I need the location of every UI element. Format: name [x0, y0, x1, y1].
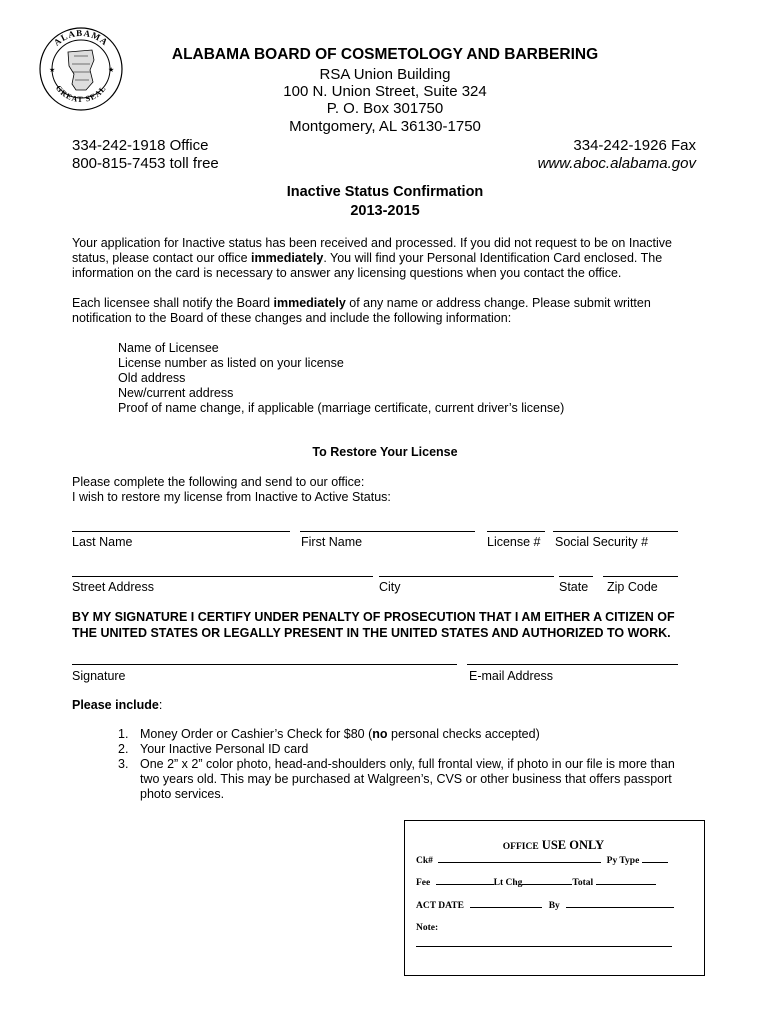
- address-line-2: 100 N. Union Street, Suite 324: [283, 83, 487, 100]
- state-label: State: [559, 580, 589, 594]
- last-name-label: Last Name: [72, 535, 133, 549]
- fee-row: Fee Lt Chg Total: [416, 878, 682, 888]
- total-field[interactable]: [596, 884, 656, 885]
- note-field[interactable]: [416, 946, 672, 947]
- fee-field[interactable]: [436, 884, 494, 885]
- seal-top-text: ALABAMA: [51, 27, 111, 48]
- city-field[interactable]: [379, 576, 554, 577]
- include-item-payment: Money Order or Cashier’s Check for $80 (no personal checks accepted): [140, 727, 540, 741]
- include-item-id-card: Your Inactive Personal ID card: [140, 742, 309, 756]
- state-field[interactable]: [559, 576, 593, 577]
- address-line-4: Montgomery, AL 36130-1750: [289, 118, 481, 135]
- please-include-heading: Please include:: [72, 698, 163, 712]
- fax-number: 334-242-1926 Fax: [573, 137, 696, 154]
- list-item: Old address: [118, 371, 186, 385]
- signature-label: Signature: [72, 669, 126, 683]
- form-title: Inactive Status Confirmation: [286, 184, 484, 200]
- intro-paragraph-2: Each licensee shall notify the Board immediately of any name or address change. Please submit written notification to the Board of these changes and include the following information:: [72, 296, 651, 325]
- by-field[interactable]: [566, 907, 674, 908]
- tollfree-phone: 800-815-7453 toll free: [72, 155, 219, 172]
- check-number-field[interactable]: [438, 862, 601, 863]
- license-number-label: License #: [487, 535, 541, 549]
- svg-text:ALABAMA: [52, 28, 110, 48]
- payment-type-field[interactable]: [642, 862, 668, 863]
- certification-statement: BY MY SIGNATURE I CERTIFY UNDER PENALTY OF PROSECUTION THAT I AM EITHER A CITIZEN OF THE UNITED STATES OR LEGALLY PRESENT IN THE UNITED STATES AND AUTHORIZED TO WORK.: [72, 610, 675, 640]
- ssn-label: Social Security #: [555, 535, 649, 549]
- ssn-field[interactable]: [553, 531, 678, 532]
- list-item: New/current address: [118, 386, 234, 400]
- list-number: 3.: [118, 757, 129, 771]
- street-address-field[interactable]: [72, 576, 373, 577]
- include-item-photo: One 2” x 2” color photo, head-and-shoulders only, full frontal view, if photo in our file is more than two years old. This may be purchased at Walgreen’s, CVS or other business that offers passport photo services.: [140, 757, 675, 801]
- office-use-title: OFFICE USE ONLY: [502, 838, 605, 852]
- first-name-field[interactable]: [300, 531, 475, 532]
- form-years: 2013-2015: [350, 203, 420, 219]
- svg-text:★: ★: [108, 67, 115, 74]
- email-field[interactable]: [467, 664, 678, 665]
- address-line-1: RSA Union Building: [319, 66, 451, 83]
- check-number-row: Ck# Py Type: [416, 856, 682, 866]
- email-label: E-mail Address: [469, 669, 554, 683]
- svg-text:★: ★: [49, 67, 56, 74]
- intro-paragraph-1: Your application for Inactive status has been received and processed. If you did not request to be on Inactive status, please contact our office immediately. You will find your Personal Identification Card enclosed. The information on the card is necessary to answer any licensing questions when you contact the office.: [72, 236, 672, 280]
- office-phone: 334-242-1918 Office: [72, 137, 209, 154]
- restore-instruction: Please complete the following and send to our office:: [72, 475, 365, 489]
- act-date-field[interactable]: [470, 907, 542, 908]
- restore-heading: To Restore Your License: [312, 445, 458, 459]
- license-number-field[interactable]: [487, 531, 545, 532]
- restore-statement: I wish to restore my license from Inactive to Active Status:: [72, 490, 391, 504]
- first-name-label: First Name: [301, 535, 363, 549]
- board-title: ALABAMA BOARD OF COSMETOLOGY AND BARBERING: [171, 46, 599, 63]
- signature-field[interactable]: [72, 664, 457, 665]
- list-number: 2.: [118, 742, 129, 756]
- note-label: Note:: [416, 923, 439, 933]
- late-charge-field[interactable]: [522, 884, 572, 885]
- seal-bottom-text: GREAT SEAL: [53, 83, 109, 105]
- last-name-field[interactable]: [72, 531, 290, 532]
- list-number: 1.: [118, 727, 129, 741]
- zip-code-field[interactable]: [603, 576, 678, 577]
- website-link[interactable]: www.aboc.alabama.gov: [537, 155, 696, 172]
- street-address-label: Street Address: [72, 580, 154, 594]
- address-line-3: P. O. Box 301750: [326, 100, 444, 117]
- list-item: Name of Licensee: [118, 341, 219, 355]
- act-date-row: ACT DATE By: [416, 901, 682, 911]
- list-item: License number as listed on your license: [118, 356, 344, 370]
- zip-code-label: Zip Code: [607, 580, 658, 594]
- city-label: City: [379, 580, 401, 594]
- list-item: Proof of name change, if applicable (marriage certificate, current driver’s license): [118, 401, 565, 415]
